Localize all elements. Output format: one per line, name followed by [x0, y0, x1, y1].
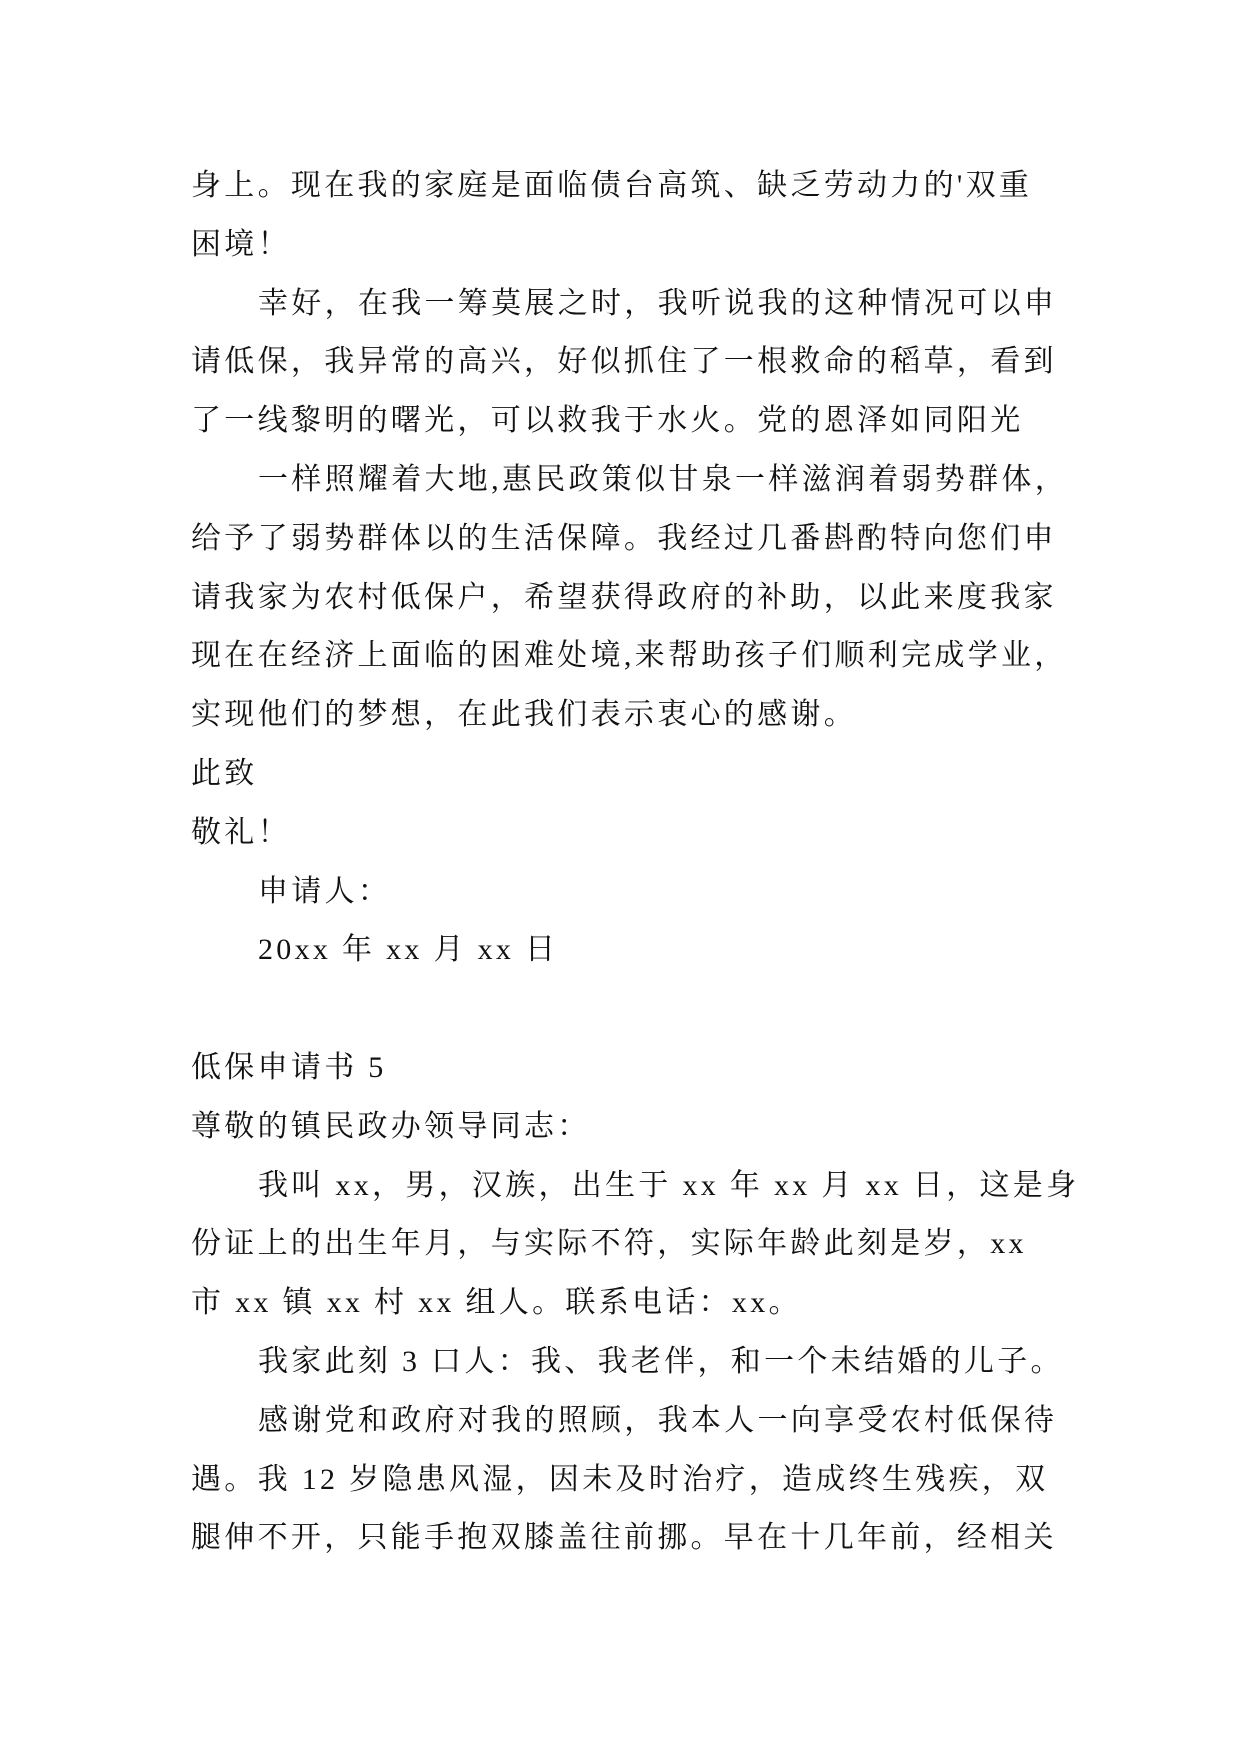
salutation: 尊敬的镇民政办领导同志：: [191, 1109, 591, 1143]
text-line: 现在在经济上面临的困难处境,来帮助孩子们顺利完成学业，: [191, 639, 1068, 673]
text-line: 份证上的出生年月，与实际不符，实际年龄此刻是岁，xx: [191, 1227, 1027, 1261]
signature-label: 申请人：: [258, 874, 392, 908]
text-line: 感谢党和政府对我的照顾，我本人一向享受农村低保待: [258, 1403, 1058, 1437]
closing-line: 敬礼！: [191, 815, 291, 849]
text-line: 实现他们的梦想，在此我们表示衷心的感谢。: [191, 698, 857, 732]
text-line: 给予了弱势群体以的生活保障。我经过几番斟酌特向您们申: [191, 521, 1057, 555]
text-line: 了一线黎明的曙光，可以救我于水火。党的恩泽如同阳光: [191, 404, 1024, 438]
date-line: 20xx 年 xx 月 xx 日: [258, 933, 559, 967]
blank-line: [191, 980, 1191, 1039]
text-line: 市 xx 镇 xx 村 xx 组人。联系电话：xx。: [191, 1286, 802, 1320]
text-line: 身上。现在我的家庭是面临债台高筑、缺乏劳动力的'双重: [191, 169, 1033, 202]
text-line: 请我家为农村低保户，希望获得政府的补助，以此来度我家: [191, 580, 1057, 614]
document-body: [191, 157, 1191, 1568]
text-line: 我家此刻 3 口人：我、我老伴，和一个未结婚的儿子。: [258, 1344, 1064, 1378]
text-line: 困境！: [191, 227, 291, 261]
text-line: 请低保，我异常的高兴，好似抓住了一根救命的稻草，看到: [191, 345, 1057, 379]
text-line: 一样照耀着大地,惠民政策似甘泉一样滋润着弱势群体，: [258, 462, 1068, 496]
document-title: 低保申请书 5: [191, 1050, 387, 1084]
text-line: 我叫 xx，男，汉族，出生于 xx 年 xx 月 xx 日，这是身: [258, 1168, 1080, 1202]
text-line: 腿伸不开，只能手抱双膝盖往前挪。早在十几年前，经相关: [191, 1521, 1057, 1555]
text-line: 幸好，在我一筹莫展之时，我听说我的这种情况可以申: [258, 286, 1058, 320]
text-line: 遇。我 12 岁隐患风湿，因未及时治疗，造成终生残疾，双: [191, 1462, 1049, 1496]
closing-line: 此致: [191, 756, 258, 790]
